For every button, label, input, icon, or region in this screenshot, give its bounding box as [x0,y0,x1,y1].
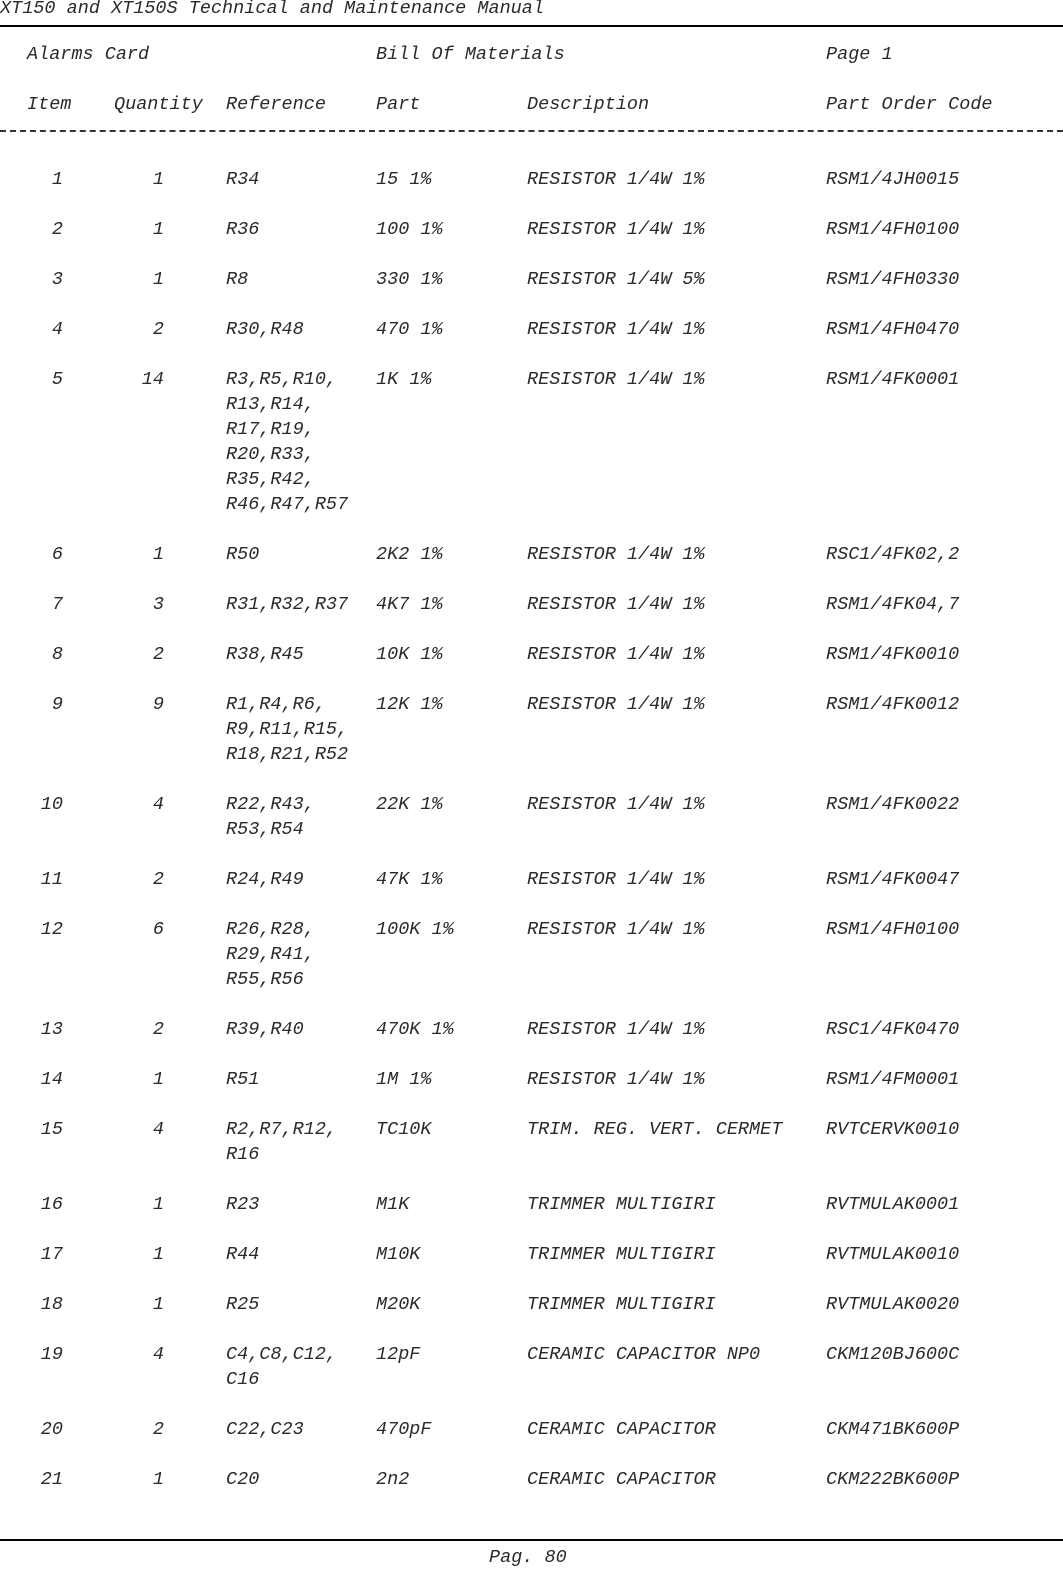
item-part: 470K 1% [376,1019,454,1040]
item-reference: C22,C23 [226,1419,304,1440]
item-order-code: RSM1/4JH0015 [826,169,960,190]
item-number: 21 [40,1469,63,1490]
item-order-code: CKM222BK600P [826,1469,960,1490]
item-quantity: 4 [152,794,164,815]
item-number: 15 [40,1119,63,1140]
item-reference: C4,C8,C12, [226,1344,338,1365]
item-reference: R36 [226,219,260,240]
item-order-code: RSM1/4FM0001 [826,1069,960,1090]
item-reference: R20,R33, [226,444,315,465]
item-description: RESISTOR 1/4W 1% [527,869,705,890]
item-quantity: 1 [152,219,164,240]
item-reference: R2,R7,R12, [226,1119,338,1140]
item-description: CERAMIC CAPACITOR [527,1419,716,1440]
item-description: RESISTOR 1/4W 1% [527,919,705,940]
item-order-code: RSC1/4FK0470 [826,1019,960,1040]
item-description: RESISTOR 1/4W 1% [527,369,705,390]
item-quantity: 9 [152,694,164,715]
item-part: 4K7 1% [376,594,443,615]
item-part: M1K [376,1194,410,1215]
item-reference: R17,R19, [226,419,315,440]
item-order-code: RSC1/4FK02,2 [826,544,960,565]
item-description: TRIMMER MULTIGIRI [527,1294,716,1315]
item-description: TRIMMER MULTIGIRI [527,1244,716,1265]
card-name: Alarms Card [27,44,150,65]
item-number: 3 [51,269,63,290]
item-number: 19 [40,1344,63,1365]
item-number: 7 [51,594,63,615]
item-quantity: 6 [152,919,164,940]
item-number: 4 [51,319,63,340]
item-order-code: RSM1/4FK0001 [826,369,960,390]
item-reference: R16 [226,1144,260,1165]
item-part: 1M 1% [376,1069,432,1090]
item-quantity: 1 [152,1294,164,1315]
item-number: 12 [40,919,63,940]
item-description: TRIM. REG. VERT. CERMET [527,1119,783,1140]
item-description: RESISTOR 1/4W 1% [527,169,705,190]
item-order-code: RSM1/4FH0100 [826,219,960,240]
page-footer: Pag. 80 [489,1547,567,1568]
item-quantity: 2 [152,1419,164,1440]
item-part: 2K2 1% [376,544,443,565]
item-quantity: 2 [152,1019,164,1040]
item-reference: R39,R40 [226,1019,304,1040]
item-description: CERAMIC CAPACITOR NP0 [527,1344,761,1365]
item-reference: R34 [226,169,260,190]
item-reference: R18,R21,R52 [226,744,349,765]
item-part: TC10K [376,1119,432,1140]
item-reference: R44 [226,1244,260,1265]
item-number: 14 [40,1069,63,1090]
item-description: RESISTOR 1/4W 1% [527,544,705,565]
item-quantity: 3 [152,594,164,615]
item-order-code: RVTMULAK0001 [826,1194,960,1215]
page-label: Page 1 [826,44,893,65]
item-part: 22K 1% [376,794,443,815]
item-reference: C20 [226,1469,260,1490]
item-description: RESISTOR 1/4W 1% [527,319,705,340]
item-number: 18 [40,1294,63,1315]
item-reference: R25 [226,1294,260,1315]
item-part: 2n2 [376,1469,410,1490]
item-part: 470pF [376,1419,432,1440]
item-description: RESISTOR 1/4W 1% [527,644,705,665]
column-header-order-code: Part Order Code [826,94,993,115]
item-description: RESISTOR 1/4W 1% [527,594,705,615]
item-part: 470 1% [376,319,443,340]
item-number: 11 [40,869,63,890]
item-order-code: RSM1/4FK04,7 [826,594,960,615]
item-order-code: RSM1/4FK0012 [826,694,960,715]
item-part: 100K 1% [376,919,454,940]
item-part: 12K 1% [376,694,443,715]
item-order-code: RSM1/4FK0047 [826,869,960,890]
item-reference: R46,R47,R57 [226,494,349,515]
item-quantity: 4 [152,1344,164,1365]
item-number: 20 [40,1419,63,1440]
item-part: 1K 1% [376,369,432,390]
item-quantity: 1 [152,1194,164,1215]
item-quantity: 4 [152,1119,164,1140]
item-number: 8 [51,644,63,665]
item-part: 10K 1% [376,644,443,665]
item-number: 16 [40,1194,63,1215]
item-number: 17 [40,1244,63,1265]
item-reference: R13,R14, [226,394,315,415]
item-part: 47K 1% [376,869,443,890]
item-number: 13 [40,1019,63,1040]
item-part: M10K [376,1244,421,1265]
item-part: 12pF [376,1344,421,1365]
item-description: RESISTOR 1/4W 5% [527,269,705,290]
item-number: 2 [51,219,63,240]
item-description: RESISTOR 1/4W 1% [527,219,705,240]
item-reference: R22,R43, [226,794,315,815]
item-quantity: 14 [141,369,164,390]
item-reference: R30,R48 [226,319,304,340]
column-header-quantity: Quantity [114,94,203,115]
item-quantity: 1 [152,1244,164,1265]
item-quantity: 1 [152,169,164,190]
item-reference: R1,R4,R6, [226,694,326,715]
item-order-code: RSM1/4FH0100 [826,919,960,940]
item-order-code: RVTMULAK0010 [826,1244,960,1265]
item-reference: R24,R49 [226,869,304,890]
item-description: RESISTOR 1/4W 1% [527,1019,705,1040]
column-header-description: Description [527,94,650,115]
item-number: 5 [51,369,63,390]
item-order-code: RSM1/4FK0010 [826,644,960,665]
item-order-code: CKM471BK600P [826,1419,960,1440]
item-reference: C16 [226,1369,260,1390]
item-reference: R53,R54 [226,819,304,840]
document-type: Bill Of Materials [376,44,565,65]
item-reference: R26,R28, [226,919,315,940]
item-reference: R31,R32,R37 [226,594,349,615]
item-order-code: RSM1/4FH0330 [826,269,960,290]
item-quantity: 1 [152,1069,164,1090]
item-number: 9 [51,694,63,715]
item-reference: R29,R41, [226,944,315,965]
item-quantity: 1 [152,544,164,565]
item-quantity: 1 [152,1469,164,1490]
item-reference: R35,R42, [226,469,315,490]
item-quantity: 2 [152,644,164,665]
item-reference: R50 [226,544,260,565]
bottom-divider [0,1539,1063,1541]
item-reference: R8 [226,269,249,290]
item-number: 6 [51,544,63,565]
column-header-part: Part [376,94,421,115]
column-header-reference: Reference [226,94,326,115]
item-reference: R9,R11,R15, [226,719,349,740]
item-reference: R51 [226,1069,260,1090]
manual-title: XT150 and XT150S Technical and Maintenance Manual [0,0,544,19]
item-order-code: RVTMULAK0020 [826,1294,960,1315]
item-reference: R55,R56 [226,969,304,990]
item-quantity: 1 [152,269,164,290]
item-reference: R3,R5,R10, [226,369,338,390]
item-description: RESISTOR 1/4W 1% [527,694,705,715]
item-order-code: RSM1/4FK0022 [826,794,960,815]
item-reference: R38,R45 [226,644,304,665]
item-order-code: RVTCERVK0010 [826,1119,960,1140]
item-part: 15 1% [376,169,432,190]
item-order-code: CKM120BJ600C [826,1344,960,1365]
item-part: 330 1% [376,269,443,290]
item-reference: R23 [226,1194,260,1215]
item-quantity: 2 [152,869,164,890]
item-description: TRIMMER MULTIGIRI [527,1194,716,1215]
item-description: RESISTOR 1/4W 1% [527,794,705,815]
column-header-item: Item [27,94,72,115]
item-order-code: RSM1/4FH0470 [826,319,960,340]
item-part: M20K [376,1294,421,1315]
item-number: 10 [40,794,63,815]
item-quantity: 2 [152,319,164,340]
item-description: RESISTOR 1/4W 1% [527,1069,705,1090]
item-description: CERAMIC CAPACITOR [527,1469,716,1490]
item-number: 1 [51,169,63,190]
item-part: 100 1% [376,219,443,240]
